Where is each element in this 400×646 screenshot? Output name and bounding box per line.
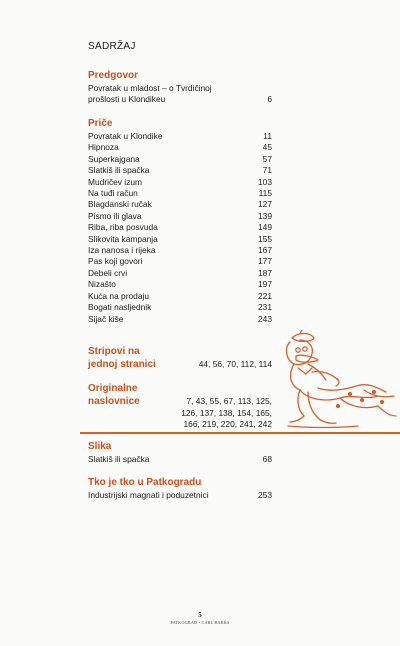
entry-title: Sijač kiše — [88, 313, 124, 324]
entry-title: Debeli crvi — [88, 267, 128, 278]
toc-entry — [88, 165, 272, 176]
section-heading: Tko je tko u Patkogradu — [88, 477, 202, 488]
toc-entry — [88, 188, 272, 199]
entry-title: Kuća na prodaju — [88, 290, 149, 301]
entry-page: 155 — [258, 233, 272, 244]
section-heading: Predgovor — [88, 70, 139, 81]
toc-entry — [88, 83, 272, 94]
entry-page: 45 — [262, 142, 272, 153]
toc-entry — [88, 359, 272, 371]
toc-entry — [88, 177, 272, 188]
entry-title: Hipnoza — [88, 142, 119, 153]
entry-title: Nizašto — [88, 279, 116, 290]
entry-title: Povratak u Klondike — [88, 131, 163, 141]
entry-page: 167 — [258, 245, 272, 256]
toc-entry — [88, 199, 272, 210]
toc-entry — [88, 234, 272, 245]
page-number: 5 — [198, 611, 202, 619]
toc-entry — [88, 490, 272, 501]
entry-page: 71 — [262, 165, 272, 176]
entry-page: 127 — [258, 199, 272, 210]
entry-title: Mudričev izum — [88, 176, 142, 187]
entry-page: 115 — [258, 188, 272, 199]
entry-page: 177 — [258, 256, 272, 267]
toc-entry — [88, 454, 272, 465]
originalne-pages — [174, 396, 272, 431]
section-predgovor — [88, 70, 272, 106]
entry-pages: 44, 56, 70, 112, 114 — [198, 359, 272, 369]
entry-title: Superkajgana — [88, 153, 140, 164]
section-heading: Priče — [88, 118, 113, 129]
section-slika — [88, 441, 272, 465]
entry-title: Slikovita kampanja — [88, 233, 158, 244]
entry-title: Blagdanski ručak — [88, 199, 152, 210]
toc-entry — [88, 245, 272, 256]
entry-title: Na tuđi račun — [88, 188, 138, 199]
pages-line: 126, 137, 138, 154, 165, — [181, 407, 272, 418]
toc-entry — [88, 142, 272, 153]
pages-line: 7, 43, 55, 67, 113, 125, — [186, 396, 272, 406]
entry-page: 57 — [262, 153, 272, 164]
donald-duck-drawing-icon — [278, 330, 400, 430]
entry-page: 253 — [258, 490, 272, 500]
section-price — [88, 118, 272, 325]
toc-entry-continued — [88, 94, 272, 105]
entry-page: 11 — [263, 131, 272, 141]
toc-entry — [88, 154, 272, 165]
entry-page: 187 — [258, 267, 272, 278]
footer-text: PATKOGRAD • CARL BARKS — [170, 620, 230, 625]
toc-entry — [88, 279, 272, 290]
toc-entry — [88, 291, 272, 302]
toc-entry — [88, 211, 272, 222]
toc-entry — [88, 314, 272, 325]
entry-title: Industrijski magnati i poduzetnici — [88, 490, 209, 500]
entry-page: 103 — [258, 176, 272, 187]
entry-title: Povratak u mladost – o Tvrdičinoj — [88, 83, 212, 93]
entry-page: 197 — [258, 279, 272, 290]
toc-entry — [88, 131, 272, 142]
entry-title: Slatkiš ili spačka — [88, 165, 150, 176]
entry-title: Pas koji govori — [88, 256, 143, 267]
toc-entry — [88, 222, 272, 233]
section-tko-je-tko — [88, 477, 272, 501]
section-heading: Stripovi na — [88, 346, 140, 357]
entry-title: Slatkiš ili spačka — [88, 454, 150, 464]
price-list — [88, 131, 272, 325]
orange-divider — [80, 432, 400, 434]
toc-entry — [88, 256, 272, 267]
page-title: SADRŽAJ — [88, 41, 136, 52]
entry-page: 6 — [267, 94, 272, 105]
toc-entry — [88, 302, 272, 313]
section-heading: jednoj stranici — [88, 359, 156, 370]
entry-page: 231 — [258, 302, 272, 313]
toc-entry — [88, 268, 272, 279]
entry-title: Pismo ili glava — [88, 210, 142, 221]
entry-page: 139 — [258, 210, 272, 221]
section-heading: Slika — [88, 441, 112, 452]
entry-page: 243 — [258, 313, 272, 324]
section-heading: naslovnice — [88, 396, 140, 407]
entry-title: Bogati nasljednik — [88, 302, 152, 313]
entry-page: 149 — [258, 222, 272, 233]
entry-title: Riba, riba posvuda — [88, 222, 158, 233]
entry-page: 68 — [262, 454, 272, 464]
entry-page: 221 — [258, 290, 272, 301]
pages-line: 166, 219, 220, 241, 242 — [183, 419, 272, 430]
section-heading: Originalne — [88, 383, 138, 394]
entry-title: prošlosti u Klondikeu — [88, 94, 166, 105]
section-stripovi — [88, 346, 272, 371]
entry-title: Iza nanosa i rijeka — [88, 245, 156, 256]
